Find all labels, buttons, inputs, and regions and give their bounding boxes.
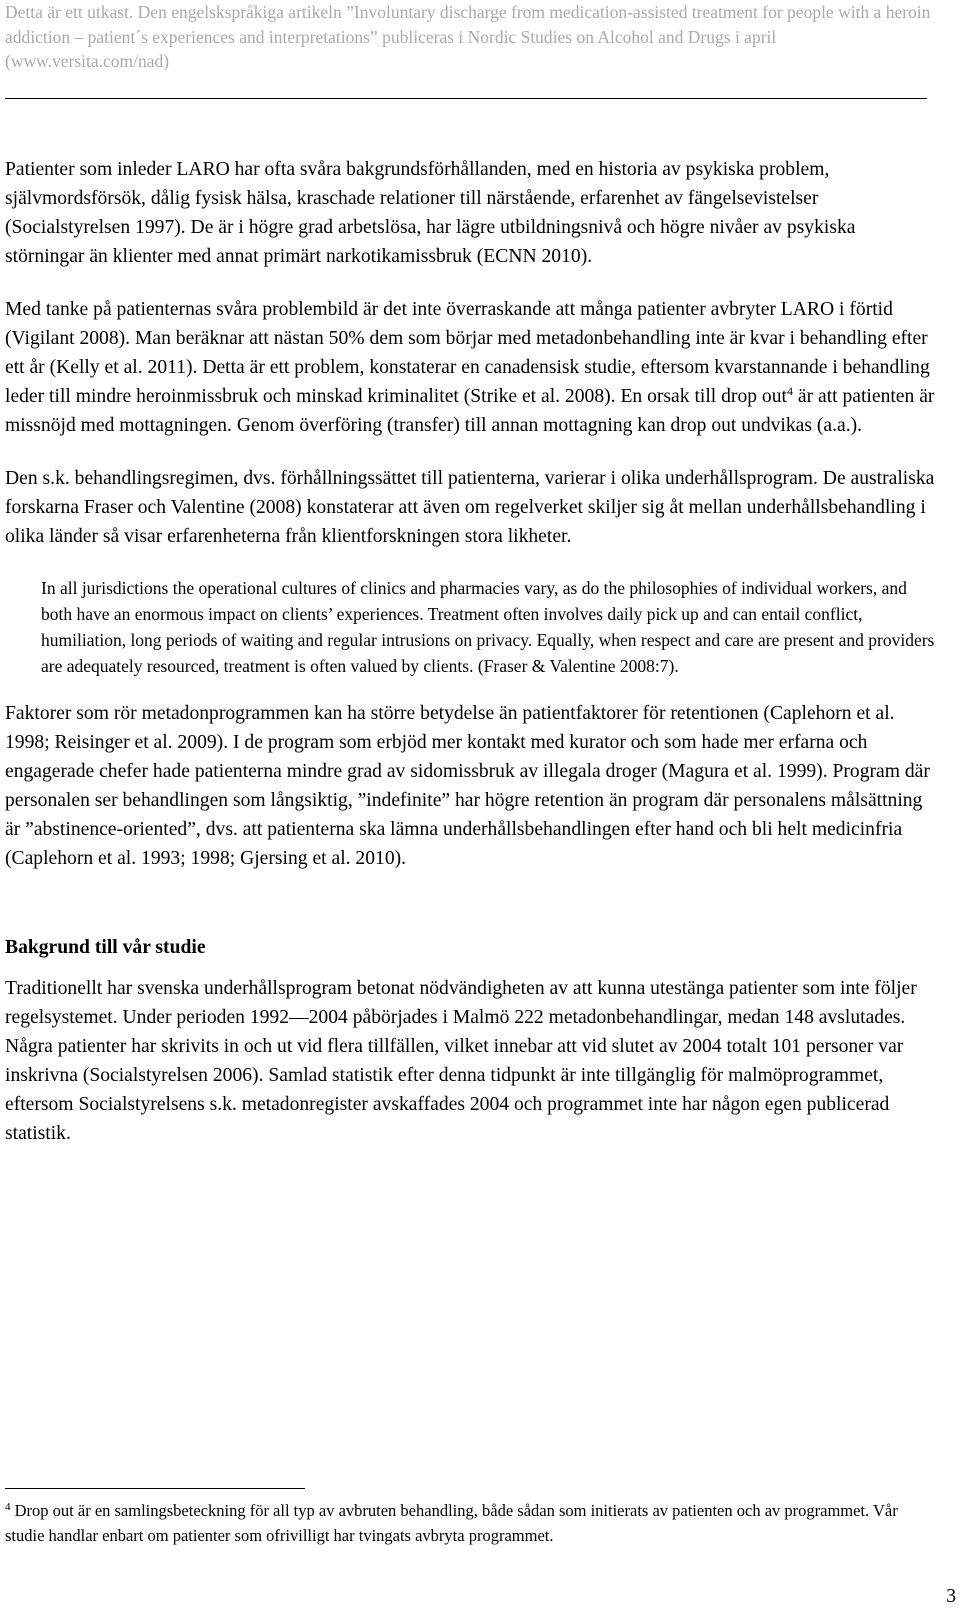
draft-notice-header: Detta är ett utkast. Den engelskspråkiga artikeln ”Involuntary discharge from medication-assisted treatment for people with a heroin addiction – patient´s experiences and interpretations” publiceras i Nordic Studies on Alcohol and Drugs i april (www.versita.com/nad): [5, 2, 931, 71]
footnote-divider: [5, 1488, 305, 1489]
paragraph-dropout-text-cont: är att patienten är missnöjd med mottagningen. Genom överföring (transfer) till annan mottagning kan drop out undvikas (a.a.).: [5, 386, 935, 436]
footnote: [5, 1498, 935, 1548]
footnote-number: 4: [5, 1501, 11, 1513]
footnote-text: Drop out är en samlingsbeteckning för all typ av avbruten behandling, både sådan som initierats av patienten och av programmet. Vår studie handlar enbart om patienter som ofrivilligt har tvingats avbryta programmet.: [5, 1501, 898, 1545]
section-heading: Bakgrund till vår studie: [5, 937, 206, 958]
paragraph-treatment-regime: Den s.k. behandlingsregimen, dvs. förhållningssättet till patienterna, varierar i olika underhållsprogram. De australiska forskarna Fraser och Valentine (2008) konstaterar att även om regelverket skiljer sig åt mellan underhållsbehandling i olika länder så visar erfarenheterna från klientforskningen stora likheter.: [5, 468, 935, 547]
block-quote: In all jurisdictions the operational cultures of clinics and pharmacies vary, as do the philosophies of individual workers, and both have an enormous impact on clients’ experiences. Treatment often involves daily pick up and can entail conflict, humiliation, long periods of waiting and regular intrusions on privacy. Equally, when respect and care are present and providers are adequately resourced, treatment is often valued by clients. (Fraser & Valentine 2008:7).: [41, 578, 935, 676]
footnote-reference[interactable]: 4: [786, 384, 793, 398]
paragraph-dropout: [5, 295, 937, 440]
paragraph-background-conditions: Patienter som inleder LARO har ofta svåra bakgrundsförhållanden, med en historia av psykiska problem, självmordsförsök, dålig fysisk hälsa, kraschade relationer till närstående, erfarenhet av fängelsevistelser (Socialstyrelsen 1997). De är i högre grad arbetslösa, har lägre utbildningsnivå och högre nivåer av psykiska störningar än klienter med annat primärt narkotikamissbruk (ECNN 2010).: [5, 159, 856, 267]
paragraph-study-background: Traditionellt har svenska underhållsprogram betonat nödvändigheten av att kunna utestänga patienter som inte följer regelsystemet. Under perioden 1992—2004 påbörjades i Malmö 222 metadonbehandlingar, medan 148 avslutades. Några patienter har skrivits in och ut vid flera tillfällen, vilket innebar att vid slutet av 2004 totalt 101 personer var inskrivna (Socialstyrelsen 2006). Samlad statistik efter denna tidpunkt är inte tillgänglig för malmöprogrammet, eftersom Socialstyrelsens s.k. metadonregister avskaffades 2004 och programmet inte har någon egen publicerad statistik.: [5, 978, 917, 1144]
page-number: 3: [946, 1586, 956, 1607]
header-divider: [5, 98, 927, 99]
document-body: [5, 155, 937, 1172]
paragraph-dropout-text: Med tanke på patienternas svåra problembild är det inte överraskande att många patienter avbryter LARO i förtid (Vigilant 2008). Man beräknar att nästan 50% dem som börjar med metadonbehandling inte är kvar i behandling efter ett år (Kelly et al. 2011). Detta är ett problem, konstaterar en canadensisk studie, eftersom kvarstannande i behandling leder till mindre heroinmissbruk och minskad kriminalitet (Strike et al. 2008). En orsak till drop out: [5, 299, 930, 407]
paragraph-program-factors: Faktorer som rör metadonprogrammen kan ha större betydelse än patientfaktorer för retentionen (Caplehorn et al. 1998; Reisinger et al. 2009). I de program som erbjöd mer kontakt med kurator och som hade mer erfarna och engagerade chefer hade patienterna mindre grad av sidomissbruk av illegala droger (Magura et al. 1999). Program där personalen ser behandlingen som långsiktig, ”indefinite” har högre retention än program där personalens målsättning är ”abstinence-oriented”, dvs. att patienterna ska lämna underhållsbehandlingen efter hand och bli helt medicinfria (Caplehorn et al. 1993; 1998; Gjersing et al. 2010).: [5, 703, 930, 869]
